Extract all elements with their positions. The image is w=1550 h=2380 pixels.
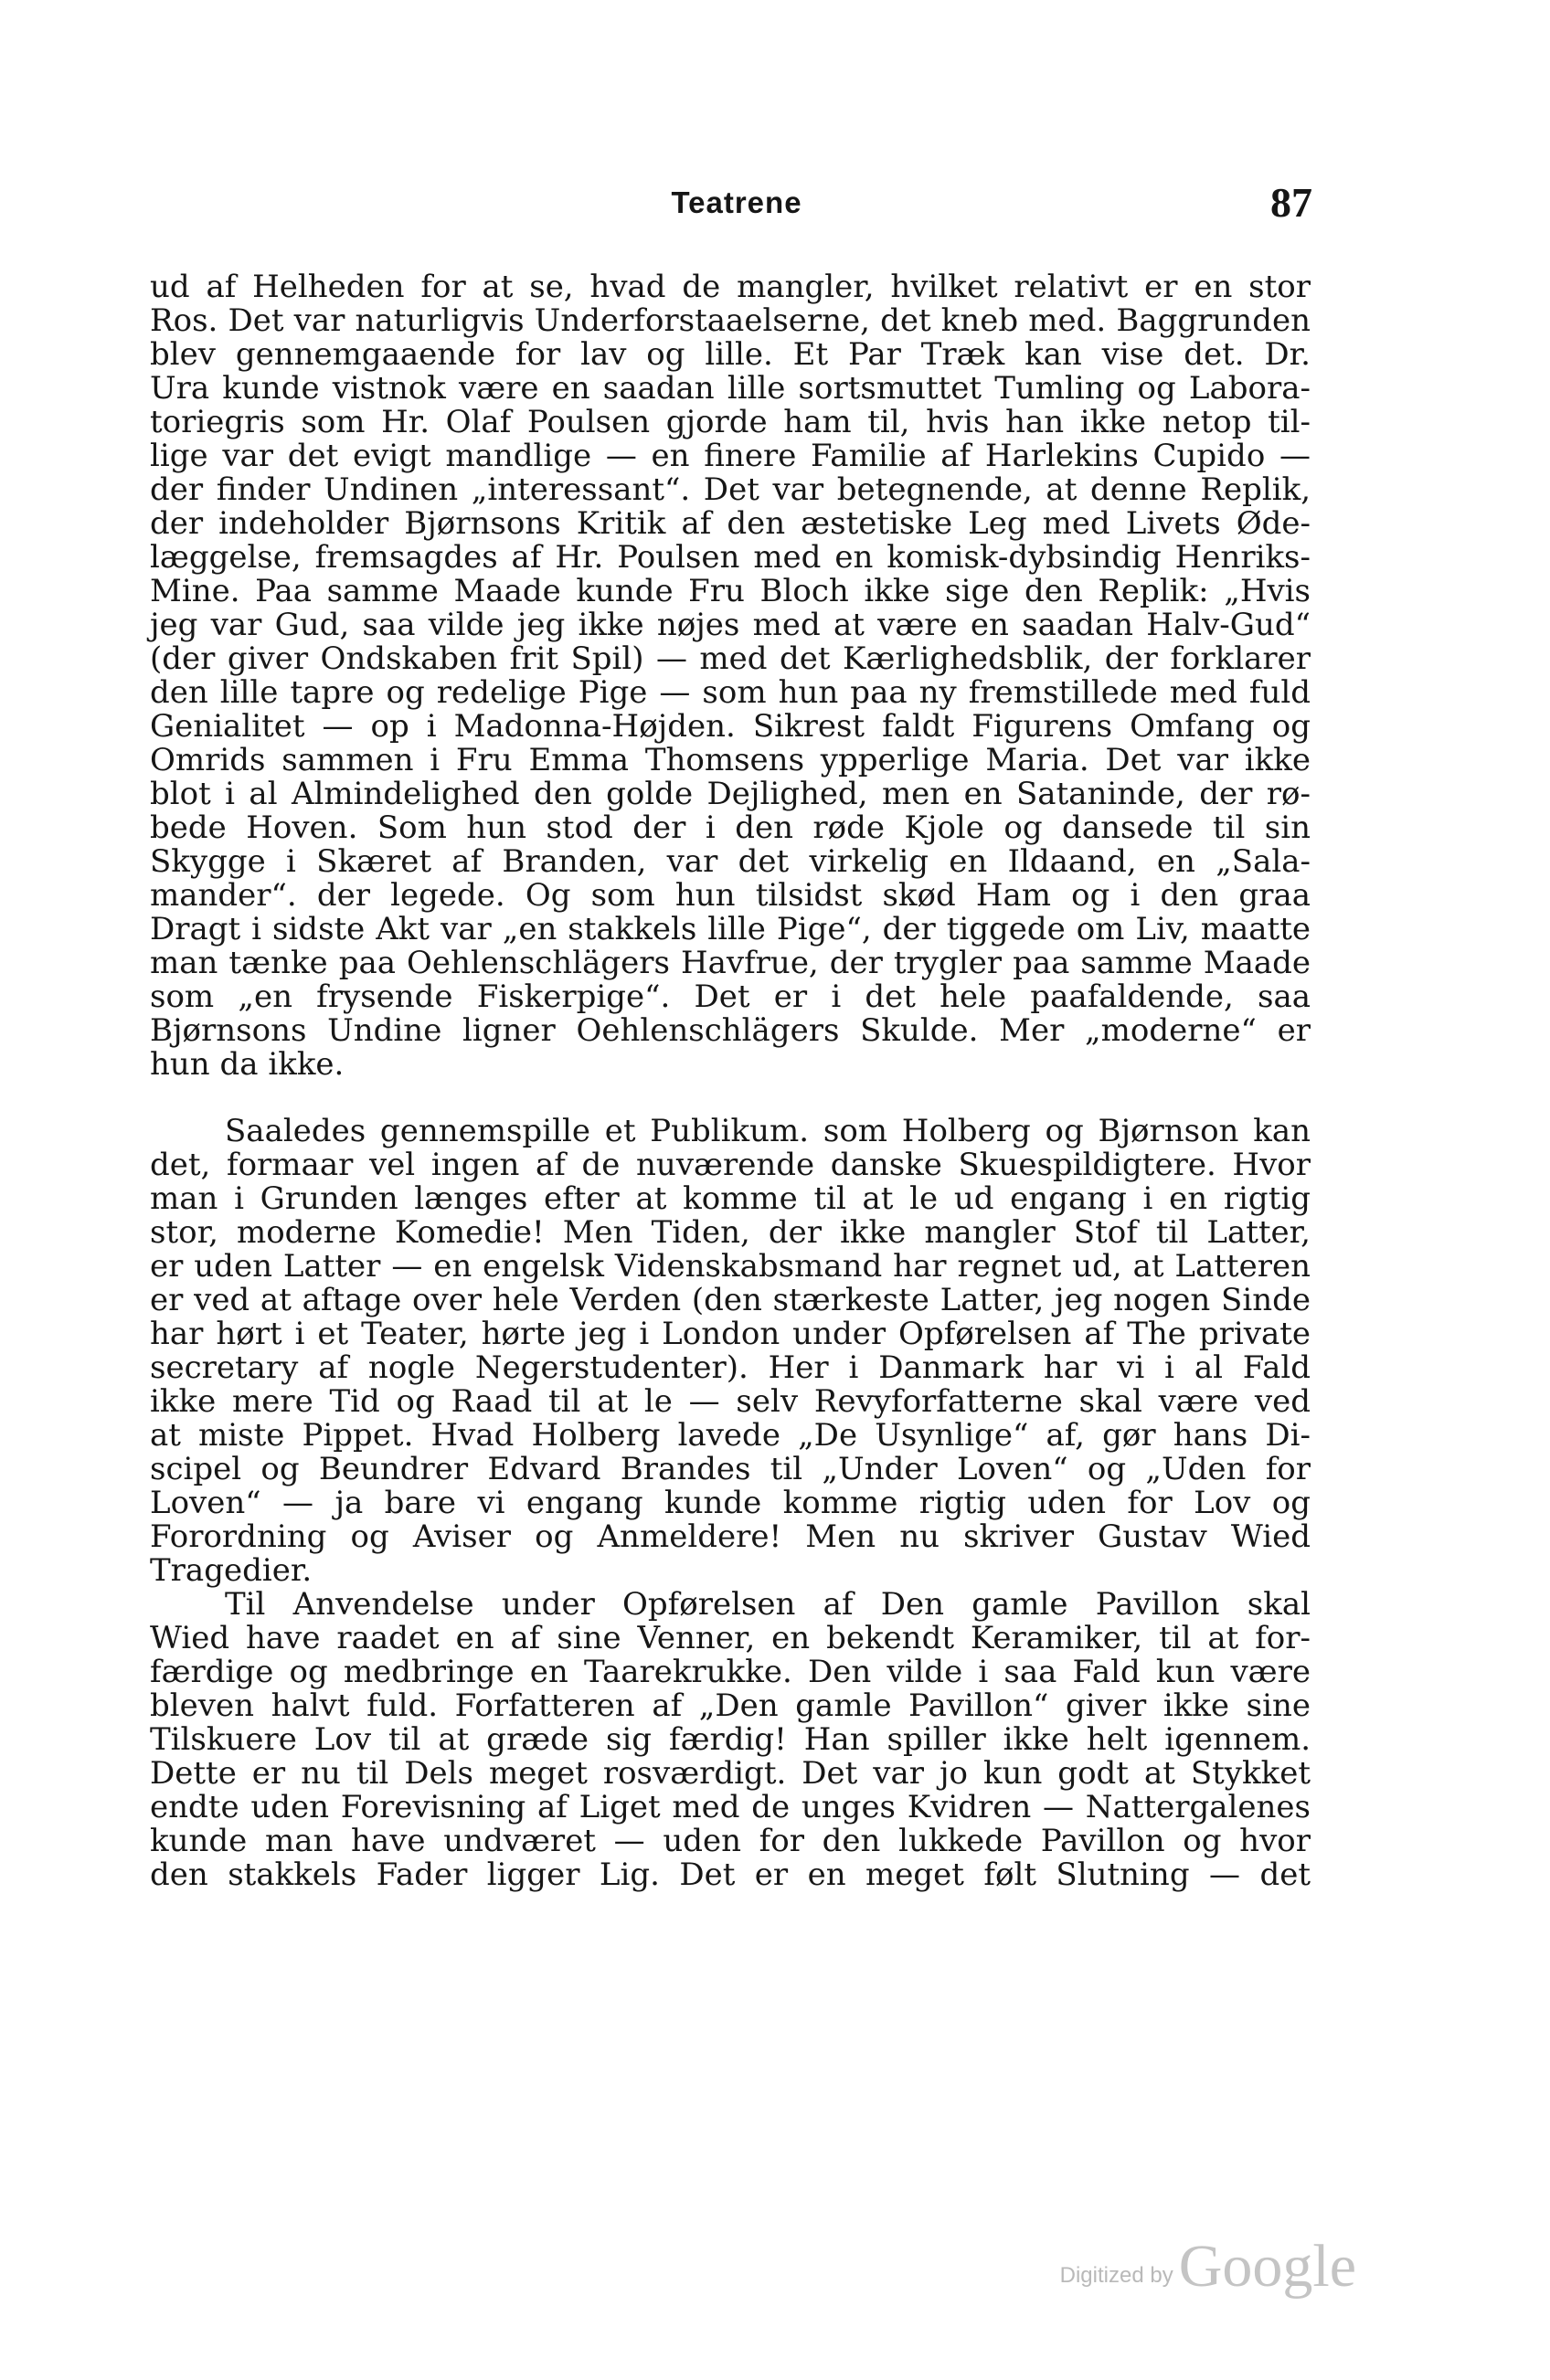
text-line: blot i al Almindelighed den golde Dejlighed, men en Sataninde, der rø-	[150, 776, 1311, 812]
digitized-label: Digitized by	[1059, 2263, 1173, 2288]
text-line: Saaledes gennemspille et Publikum. som Holberg og Bjørnson kan	[225, 1113, 1311, 1149]
text-line: Dette er nu til Dels meget rosværdigt. Det var jo kun godt at Stykket	[150, 1755, 1311, 1792]
text-line: Genialitet — op i Madonna-Højden. Sikrest faldt Figurens Omfang og	[150, 708, 1311, 745]
text-line: mander“. der legede. Og som hun tilsidst skød Ham og i den graa	[150, 877, 1311, 914]
text-line: har hørt i et Teater, hørte jeg i London under Opførelsen af The private	[150, 1316, 1311, 1352]
text-line: blev gennemgaaende for lav og lille. Et Par Træk kan vise det. Dr.	[150, 336, 1311, 373]
text-line: som „en frysende Fiskerpige“. Det er i det hele paafaldende, saa	[150, 978, 1311, 1015]
text-line: kunde man have undværet — uden for den lukkede Pavillon og hvor	[150, 1823, 1311, 1859]
text-line: den stakkels Fader ligger Lig. Det er en meget følt Slutning — det	[150, 1856, 1311, 1893]
text-line: man tænke paa Oehlenschlägers Havfrue, der trygler paa samme Maade	[150, 945, 1311, 981]
digitized-watermark	[1060, 2226, 1356, 2299]
text-line: at miste Pippet. Hvad Holberg lavede „De Usynlige“ af, gør hans Di-	[150, 1417, 1311, 1454]
text-line: det, formaar vel ingen af de nuværende danske Skuespildigtere. Hvor	[150, 1147, 1311, 1183]
text-line: Bjørnsons Undine ligner Oehlenschlägers Skulde. Mer „moderne“ er	[150, 1012, 1311, 1049]
text-line: endte uden Forevisning af Liget med de unges Kvidren — Nattergalenes	[150, 1789, 1311, 1825]
text-line: er ved at aftage over hele Verden (den stærkeste Latter, jeg nogen Sinde	[150, 1282, 1311, 1318]
text-line: Dragt i sidste Akt var „en stakkels lille Pige“, der tiggede om Liv, maatte	[150, 911, 1311, 947]
text-line: Tragedier.	[150, 1552, 313, 1589]
text-line: Forordning og Aviser og Anmeldere! Men nu skriver Gustav Wied	[150, 1518, 1311, 1555]
text-line: ud af Helheden for at se, hvad de mangler, hvilket relativt er en stor	[150, 269, 1311, 305]
text-line: færdige og medbringe en Taarekrukke. Den vilde i saa Fald kun være	[150, 1654, 1311, 1690]
text-line: (der giver Ondskaben frit Spil) — med det Kærlighedsblik, der forklarer	[150, 640, 1311, 677]
text-line: der indeholder Bjørnsons Kritik af den æstetiske Leg med Livets Øde-	[150, 505, 1311, 542]
text-line: Wied have raadet en af sine Venner, en bekendt Keramiker, til at for-	[150, 1620, 1311, 1656]
body-text	[150, 270, 1311, 1892]
text-line: Mine. Paa samme Maade kunde Fru Bloch ikke sige den Replik: „Hvis	[150, 573, 1311, 609]
text-line: der finder Undinen „interessant“. Det var betegnende, at denne Replik,	[150, 471, 1311, 508]
text-line: secretary af nogle Negerstudenter). Her i Danmark har vi i al Fald	[150, 1349, 1311, 1386]
text-line: er uden Latter — en engelsk Videnskabsmand har regnet ud, at Latteren	[150, 1248, 1311, 1285]
page-number: 87	[1270, 179, 1312, 226]
text-line: man i Grunden længes efter at komme til at le ud engang i en rigtig	[150, 1180, 1311, 1217]
text-line: læggelse, fremsagdes af Hr. Poulsen med en komisk-dybsindig Henriks-	[150, 539, 1311, 576]
text-line: Ros. Det var naturligvis Underforstaaelserne, det kneb med. Baggrunden	[150, 302, 1311, 339]
text-line: den lille tapre og redelige Pige — som hun paa ny fremstillede med fuld	[150, 674, 1311, 711]
text-line: bede Hoven. Som hun stod der i den røde Kjole og dansede til sin	[150, 809, 1311, 846]
text-line: Til Anvendelse under Opførelsen af Den gamle Pavillon skal	[225, 1586, 1311, 1623]
text-line: ikke mere Tid og Raad til at le — selv Revyforfatterne skal være ved	[150, 1383, 1311, 1420]
text-line: hun da ikke.	[150, 1046, 345, 1083]
google-logo: Google	[1178, 2233, 1356, 2300]
text-line: toriegris som Hr. Olaf Poulsen gjorde ham til, hvis han ikke netop til-	[150, 404, 1311, 440]
text-line: Skygge i Skæret af Branden, var det virkelig en Ildaand, en „Sala-	[150, 843, 1311, 880]
text-line: Omrids sammen i Fru Emma Thomsens ypperlige Maria. Det var ikke	[150, 742, 1311, 778]
text-line: Ura kunde vistnok være en saadan lille sortsmuttet Tumling og Labora-	[150, 370, 1311, 407]
paragraph-gap	[150, 1082, 1311, 1115]
text-line: Tilskuere Lov til at græde sig færdig! Han spiller ikke helt igennem.	[150, 1721, 1311, 1758]
running-head	[161, 179, 1312, 238]
text-line: stor, moderne Komedie! Men Tiden, der ikke mangler Stof til Latter,	[150, 1214, 1311, 1251]
text-line: bleven halvt fuld. Forfatteren af „Den gamle Pavillon“ giver ikke sine	[150, 1687, 1311, 1724]
text-line: scipel og Beundrer Edvard Brandes til „Under Loven“ og „Uden for	[150, 1451, 1311, 1487]
text-line: lige var det evigt mandlige — en finere Familie af Harlekins Cupido —	[150, 438, 1311, 474]
text-line: jeg var Gud, saa vilde jeg ikke nøjes med at være en saadan Halv-Gud“	[150, 607, 1311, 643]
text-line: Loven“ — ja bare vi engang kunde komme rigtig uden for Lov og	[150, 1485, 1311, 1521]
running-title: Teatrene	[671, 185, 802, 219]
